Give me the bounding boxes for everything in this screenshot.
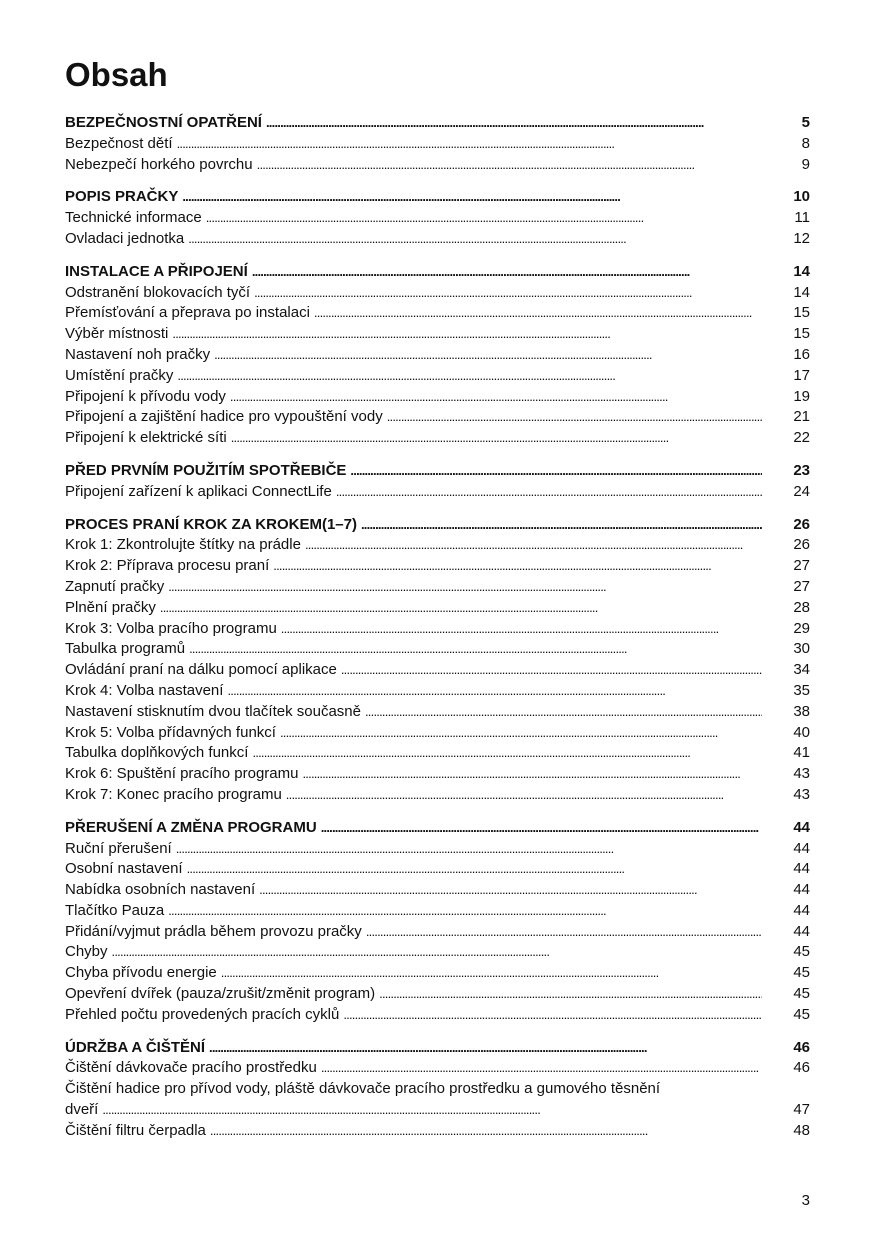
toc-page-number: 29 xyxy=(793,619,810,637)
toc-entry-label: Technické informace xyxy=(65,209,202,227)
toc-entry-label: Opevření dvířek (pauza/zrušit/změnit program) xyxy=(65,985,376,1003)
toc-entry-label: Čištění filtru čerpadla xyxy=(65,1121,206,1139)
toc-leader-dots xyxy=(160,598,762,619)
toc-leader-dots xyxy=(273,556,762,577)
toc-section-heading[interactable] xyxy=(65,187,810,208)
toc-entry-label: Nastavení noh pračky xyxy=(65,345,211,363)
toc-heading-label: ÚDRŽBA A ČIŠTĚNÍ xyxy=(65,1038,205,1056)
toc-page-number: 44 xyxy=(793,860,810,878)
toc-page-number: 17 xyxy=(793,366,810,384)
toc-leader-dots xyxy=(366,922,762,943)
toc-entry[interactable] xyxy=(65,134,810,155)
toc-leader-dots xyxy=(188,229,762,250)
toc-leader-dots xyxy=(302,764,762,785)
toc-leader-dots xyxy=(281,619,762,640)
page-title: Obsah xyxy=(65,56,168,93)
toc-entry[interactable] xyxy=(65,303,810,324)
toc-entry[interactable] xyxy=(65,387,810,408)
toc-leader-dots xyxy=(252,262,762,283)
toc-section xyxy=(65,515,810,806)
toc-entry-label: Ovladaci jednotka xyxy=(65,229,185,247)
toc-leader-dots xyxy=(343,1005,762,1026)
toc-entry[interactable] xyxy=(65,681,810,702)
toc-entry[interactable] xyxy=(65,785,810,806)
toc-entry[interactable] xyxy=(65,619,810,640)
toc-page-number: 43 xyxy=(793,765,810,783)
toc-entry[interactable] xyxy=(65,229,810,250)
toc-heading-label: POPIS PRAČKY xyxy=(65,188,179,206)
toc-entry[interactable] xyxy=(65,660,810,681)
toc-entry-label: Připojení a zajištění hadice pro vypouštění vody xyxy=(65,408,383,426)
toc-entry-label: Přehled počtu provedených pracích cyklů xyxy=(65,1005,340,1023)
toc-section-heading[interactable] xyxy=(65,818,810,839)
toc-entry[interactable] xyxy=(65,1005,810,1026)
toc-leader-dots xyxy=(177,134,762,155)
toc-page-number: 28 xyxy=(793,598,810,616)
toc-leader-dots xyxy=(168,901,762,922)
toc-entry[interactable] xyxy=(65,324,810,345)
page-number: 3 xyxy=(801,1192,810,1209)
toc-entry-label: Čištění dávkovače pracího prostředku xyxy=(65,1059,317,1077)
toc-page-number: 44 xyxy=(793,901,810,919)
toc-section-heading[interactable] xyxy=(65,461,810,482)
toc-entry-label-line: Čištění hadice pro přívod vody, pláště dávkovače pracího prostředku a gumového těsnění xyxy=(65,1080,661,1098)
toc-entry[interactable] xyxy=(65,984,810,1005)
toc-page-number: 48 xyxy=(793,1121,810,1139)
toc-leader-dots xyxy=(189,639,762,660)
toc-page-number: 11 xyxy=(794,209,810,227)
toc-leader-dots xyxy=(112,942,762,963)
toc-entry[interactable] xyxy=(65,723,810,744)
toc-leader-dots xyxy=(280,723,762,744)
toc-page-number: 26 xyxy=(793,536,810,554)
toc-entry-label: Odstranění blokovacích tyčí xyxy=(65,283,251,301)
toc-entry[interactable] xyxy=(65,407,810,428)
toc-leader-dots xyxy=(230,387,762,408)
toc-entry[interactable] xyxy=(65,428,810,449)
toc-entry-label: Nebezpečí horkého povrchu xyxy=(65,155,253,173)
toc-page-number: 47 xyxy=(793,1101,810,1119)
toc-leader-dots xyxy=(172,324,762,345)
toc-entry[interactable] xyxy=(65,963,810,984)
toc-entry[interactable] xyxy=(65,764,810,785)
toc-entry[interactable] xyxy=(65,556,810,577)
toc-heading-label: PROCES PRANÍ KROK ZA KROKEM(1–7) xyxy=(65,515,357,533)
toc-page-number: 30 xyxy=(793,640,810,658)
toc-page-number: 15 xyxy=(793,325,810,343)
toc-leader-dots xyxy=(361,515,762,536)
toc-page-number: 15 xyxy=(793,304,810,322)
toc-entry[interactable] xyxy=(65,922,810,943)
toc-page-number: 12 xyxy=(793,229,810,247)
toc-page-number: 27 xyxy=(793,577,810,595)
toc-section xyxy=(65,1038,810,1142)
toc-entry[interactable] xyxy=(65,1058,810,1079)
toc-leader-dots xyxy=(321,1058,762,1079)
toc-leader-dots xyxy=(214,345,762,366)
toc-entry[interactable] xyxy=(65,743,810,764)
toc-section-heading[interactable] xyxy=(65,515,810,536)
table-of-contents xyxy=(65,113,810,1154)
toc-page-number: 14 xyxy=(793,283,810,301)
toc-entry-label: Umístění pračky xyxy=(65,366,174,384)
toc-leader-dots xyxy=(221,963,762,984)
toc-entry[interactable] xyxy=(65,839,810,860)
toc-entry-label: Zapnutí pračky xyxy=(65,577,165,595)
toc-leader-dots xyxy=(252,743,762,764)
toc-page-number: 22 xyxy=(793,429,810,447)
toc-section-heading[interactable] xyxy=(65,1038,810,1059)
toc-leader-dots xyxy=(336,482,762,503)
toc-leader-dots xyxy=(321,818,762,839)
toc-page-number: 35 xyxy=(793,681,810,699)
toc-page-number: 43 xyxy=(793,785,810,803)
toc-entry-label: Krok 6: Spuštění pracího programu xyxy=(65,765,299,783)
toc-section xyxy=(65,461,810,503)
toc-leader-dots xyxy=(314,303,762,324)
toc-page-number: 24 xyxy=(793,482,810,500)
toc-leader-dots xyxy=(102,1100,762,1121)
toc-section xyxy=(65,262,810,449)
toc-entry-label: Osobní nastavení xyxy=(65,860,183,878)
toc-page-number: 45 xyxy=(793,1005,810,1023)
toc-entry-label: Nabídka osobních nastavení xyxy=(65,881,256,899)
toc-page-number: 46 xyxy=(793,1059,810,1077)
toc-entry-label: Krok 3: Volba pracího programu xyxy=(65,619,277,637)
toc-entry-label: Krok 1: Zkontrolujte štítky na prádle xyxy=(65,536,301,554)
toc-entry-label: Chyby xyxy=(65,943,108,961)
toc-entry-label: dveří xyxy=(65,1101,99,1119)
toc-entry-label: Krok 4: Volba nastavení xyxy=(65,681,224,699)
toc-page-number: 40 xyxy=(793,723,810,741)
toc-page-number: 44 xyxy=(793,922,810,940)
toc-entry[interactable] xyxy=(65,880,810,901)
toc-section-heading[interactable] xyxy=(65,262,810,283)
toc-leader-dots xyxy=(379,984,762,1005)
toc-entry-label: Krok 7: Konec pracího programu xyxy=(65,785,282,803)
toc-entry[interactable] xyxy=(65,366,810,387)
toc-page-number: 45 xyxy=(793,985,810,1003)
toc-leader-dots xyxy=(305,535,762,556)
toc-leader-dots xyxy=(177,366,762,387)
toc-entry[interactable] xyxy=(65,859,810,880)
toc-entry-label: Ruční přerušení xyxy=(65,839,172,857)
toc-page-number: 44 xyxy=(793,818,810,836)
toc-section xyxy=(65,818,810,1026)
toc-entry-label: Bezpečnost dětí xyxy=(65,134,173,152)
toc-page-number: 46 xyxy=(793,1038,810,1056)
toc-entry-label: Chyba přívodu energie xyxy=(65,964,217,982)
toc-entry[interactable] xyxy=(65,598,810,619)
toc-entry[interactable] xyxy=(65,482,810,503)
toc-entry-label: Krok 5: Volba přídavných funkcí xyxy=(65,723,276,741)
toc-leader-dots xyxy=(365,702,762,723)
toc-entry-label: Nastavení stisknutím dvou tlačítek současně xyxy=(65,702,361,720)
toc-entry[interactable] xyxy=(65,208,810,229)
toc-page-number: 10 xyxy=(793,188,810,206)
toc-section xyxy=(65,187,810,249)
toc-leader-dots xyxy=(182,187,762,208)
toc-page-number: 9 xyxy=(801,155,810,173)
toc-entry[interactable] xyxy=(65,639,810,660)
toc-entry-label: Krok 2: Příprava procesu praní xyxy=(65,557,270,575)
toc-page-number: 5 xyxy=(801,114,810,131)
toc-entry-label: Připojení k elektrické síti xyxy=(65,429,227,447)
toc-page-number: 45 xyxy=(793,943,810,961)
toc-leader-dots xyxy=(259,880,762,901)
toc-entry[interactable] xyxy=(65,283,810,304)
toc-page-number: 14 xyxy=(793,262,810,280)
toc-page-number: 8 xyxy=(801,134,810,152)
toc-page-number: 21 xyxy=(793,408,810,426)
toc-leader-dots xyxy=(387,407,762,428)
toc-page-number: 19 xyxy=(793,387,810,405)
toc-entry-label: Připojení zařízení k aplikaci ConnectLife xyxy=(65,482,332,500)
toc-leader-dots xyxy=(187,859,762,880)
toc-page-number: 26 xyxy=(793,515,810,533)
toc-section-heading[interactable] xyxy=(65,113,810,134)
toc-page-number: 16 xyxy=(793,345,810,363)
toc-entry-label: Přidání/vyjmut prádla během provozu pračky xyxy=(65,922,362,940)
toc-leader-dots xyxy=(254,283,762,304)
toc-page-number: 34 xyxy=(793,661,810,679)
toc-entry[interactable] xyxy=(65,535,810,556)
toc-page-number: 27 xyxy=(793,557,810,575)
toc-page-number: 44 xyxy=(793,881,810,899)
toc-entry[interactable] xyxy=(65,901,810,922)
toc-entry-label: Tabulka programů xyxy=(65,640,186,658)
toc-entry[interactable] xyxy=(65,1121,810,1142)
toc-leader-dots xyxy=(286,785,762,806)
toc-heading-label: INSTALACE A PŘIPOJENÍ xyxy=(65,262,248,280)
toc-entry-label: Výběr místnosti xyxy=(65,325,169,343)
toc-entry[interactable] xyxy=(65,155,810,176)
toc-leader-dots xyxy=(350,461,762,482)
toc-section xyxy=(65,113,810,175)
toc-entry[interactable] xyxy=(65,1100,810,1121)
toc-page-number: 44 xyxy=(793,839,810,857)
toc-leader-dots xyxy=(209,1038,762,1059)
toc-leader-dots xyxy=(266,113,762,134)
toc-leader-dots xyxy=(176,839,762,860)
toc-heading-label: BEZPEČNOSTNÍ OPATŘENÍ xyxy=(65,114,262,131)
toc-entry-label: Ovládání praní na dálku pomocí aplikace xyxy=(65,661,337,679)
toc-leader-dots xyxy=(231,428,762,449)
toc-leader-dots xyxy=(168,577,762,598)
toc-entry[interactable] xyxy=(65,345,810,366)
toc-entry-label: Plnění pračky xyxy=(65,598,156,616)
toc-entry[interactable] xyxy=(65,577,810,598)
toc-leader-dots xyxy=(206,208,762,229)
toc-page-number: 41 xyxy=(793,744,810,762)
toc-entry[interactable] xyxy=(65,942,810,963)
toc-entry-label: Tlačítko Pauza xyxy=(65,901,165,919)
toc-heading-label: PŘERUŠENÍ A ZMĚNA PROGRAMU xyxy=(65,818,317,836)
toc-page-number: 38 xyxy=(793,702,810,720)
toc-entry-label: Tabulka doplňkových funkcí xyxy=(65,744,249,762)
toc-leader-dots xyxy=(257,155,762,176)
toc-entry[interactable] xyxy=(65,702,810,723)
toc-entry-label: Připojení k přívodu vody xyxy=(65,387,226,405)
toc-entry-label: Přemísťování a přeprava po instalaci xyxy=(65,304,310,322)
toc-leader-dots xyxy=(227,681,762,702)
toc-heading-label: PŘED PRVNÍM POUŽITÍM SPOTŘEBIČE xyxy=(65,461,347,479)
toc-page-number: 45 xyxy=(793,964,810,982)
toc-leader-dots xyxy=(341,660,762,681)
toc-leader-dots xyxy=(210,1121,762,1142)
toc-page-number: 23 xyxy=(793,461,810,479)
